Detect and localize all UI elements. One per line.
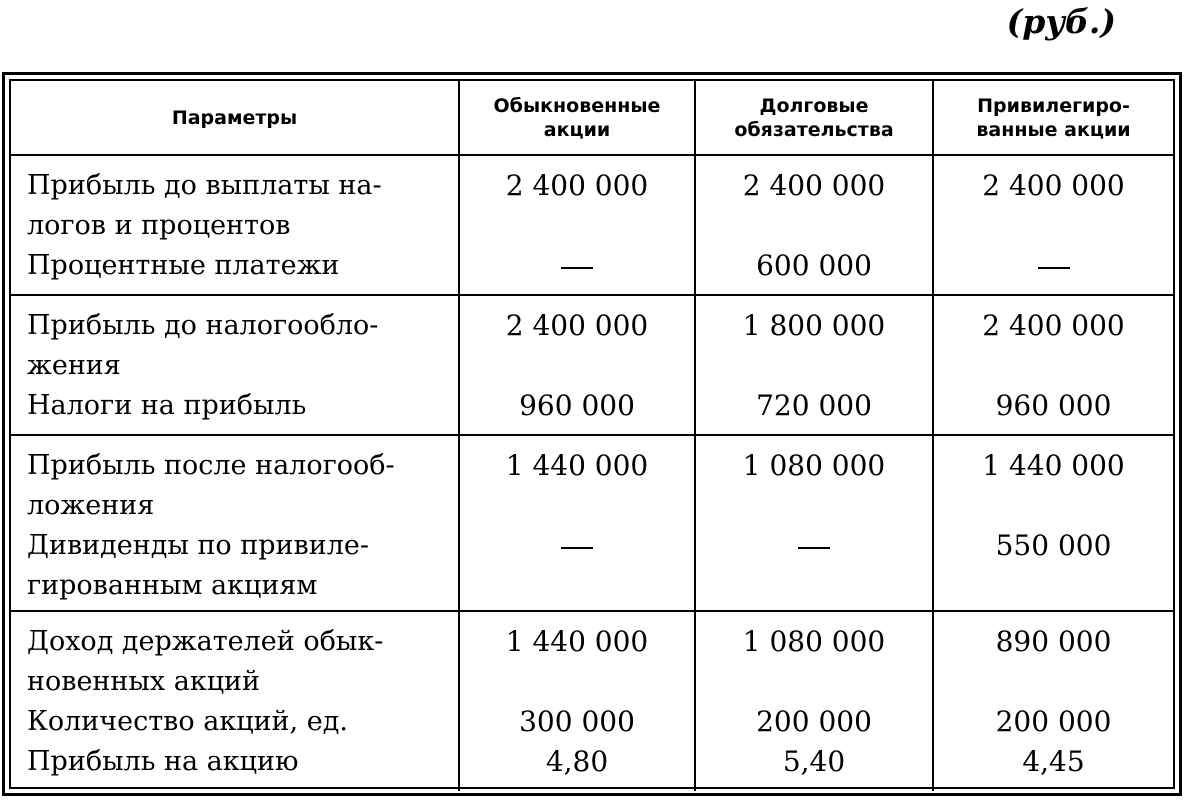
cell-value xyxy=(934,346,1173,386)
cell-value xyxy=(934,662,1173,702)
cell-value xyxy=(696,662,932,702)
cell-value: 200 000 xyxy=(995,705,1112,738)
row-label-line: Прибыль до выплаты на- xyxy=(27,170,382,201)
value-cell-preferred-shares xyxy=(933,295,1173,435)
dash-value xyxy=(460,246,694,286)
table-row xyxy=(11,155,1173,295)
currency-unit-label: (руб.) xyxy=(1006,2,1116,41)
cell-value: 2 400 000 xyxy=(982,309,1125,342)
dash-value xyxy=(934,246,1173,286)
cell-value xyxy=(934,206,1173,246)
cell-value: 4,45 xyxy=(1022,745,1085,778)
row-label-line: Прибыль после налогооб- xyxy=(27,450,395,481)
row-label-cell xyxy=(11,295,459,435)
cell-value: 5,40 xyxy=(782,745,846,778)
cell-value: 720 000 xyxy=(756,389,872,422)
row-label-line: Доход держателей обык- xyxy=(27,626,384,657)
row-label-cell xyxy=(11,611,459,791)
cell-value: 2 400 000 xyxy=(505,169,649,202)
row-label-line: Дивиденды по привиле- xyxy=(27,530,369,561)
dash-mark xyxy=(1038,267,1070,269)
row-label-line: Прибыль до налогообло- xyxy=(27,310,379,341)
row-label-line: ложения xyxy=(27,490,155,521)
value-cell-debt xyxy=(695,611,933,791)
cell-value: 300 000 xyxy=(519,705,635,738)
value-cell-preferred-shares xyxy=(933,155,1173,295)
cell-value xyxy=(934,486,1173,526)
row-label-line: Количество акций, ед. xyxy=(27,706,348,737)
row-label-cell xyxy=(11,435,459,611)
cell-value xyxy=(460,346,694,386)
capital-structure-table xyxy=(11,81,1173,791)
cell-value xyxy=(460,566,694,606)
cell-value: 960 000 xyxy=(519,389,635,422)
header-parameters: Параметры xyxy=(11,81,459,155)
cell-value: 890 000 xyxy=(995,625,1112,658)
row-label-line: Прибыль на акцию xyxy=(27,746,299,777)
cell-value: 2 400 000 xyxy=(742,169,886,202)
cell-value: 2 400 000 xyxy=(505,309,649,342)
value-cell-common-shares xyxy=(459,435,695,611)
cell-value: 1 440 000 xyxy=(982,449,1125,482)
dash-value xyxy=(696,526,932,566)
cell-value xyxy=(460,486,694,526)
table-row xyxy=(11,295,1173,435)
row-label-line: Налоги на прибыль xyxy=(27,390,307,421)
cell-value: 1 440 000 xyxy=(505,625,649,658)
table-row xyxy=(11,611,1173,791)
cell-value: 600 000 xyxy=(756,249,872,282)
cell-value: 1 080 000 xyxy=(742,449,886,482)
row-label-cell xyxy=(11,155,459,295)
cell-value: 960 000 xyxy=(995,389,1112,422)
cell-value: 2 400 000 xyxy=(982,169,1125,202)
row-label-line: гированным акциям xyxy=(27,570,318,601)
table-row xyxy=(11,435,1173,611)
table-frame xyxy=(2,72,1182,796)
row-label-line: логов и процентов xyxy=(27,210,291,241)
cell-value: 4,80 xyxy=(545,745,609,778)
value-cell-preferred-shares xyxy=(933,435,1173,611)
cell-value: 1 800 000 xyxy=(742,309,886,342)
row-label-line: Процентные платежи xyxy=(27,250,340,281)
dash-mark xyxy=(798,547,830,549)
cell-value xyxy=(460,662,694,702)
value-cell-common-shares xyxy=(459,295,695,435)
cell-value: 1 080 000 xyxy=(742,625,886,658)
cell-value xyxy=(696,206,932,246)
row-label-line: новенных акций xyxy=(27,666,261,697)
value-cell-debt xyxy=(695,155,933,295)
value-cell-debt xyxy=(695,295,933,435)
cell-value xyxy=(460,206,694,246)
value-cell-common-shares xyxy=(459,155,695,295)
dash-mark xyxy=(561,547,593,549)
value-cell-debt xyxy=(695,435,933,611)
cell-value: 550 000 xyxy=(995,529,1112,562)
table-header-row xyxy=(11,81,1173,155)
dash-value xyxy=(460,526,694,566)
header-preferred-shares: Привилегиро- ванные акции xyxy=(933,81,1173,155)
cell-value: 200 000 xyxy=(756,705,872,738)
table-inner-frame xyxy=(9,79,1175,789)
value-cell-preferred-shares xyxy=(933,611,1173,791)
value-cell-common-shares xyxy=(459,611,695,791)
cell-value xyxy=(696,486,932,526)
cell-value: 1 440 000 xyxy=(505,449,649,482)
dash-mark xyxy=(561,267,593,269)
header-common-shares: Обыкновенные акции xyxy=(459,81,695,155)
cell-value xyxy=(696,566,932,606)
cell-value xyxy=(696,346,932,386)
row-label-line: жения xyxy=(27,350,121,381)
header-debt: Долговые обязательства xyxy=(695,81,933,155)
cell-value xyxy=(934,566,1173,606)
